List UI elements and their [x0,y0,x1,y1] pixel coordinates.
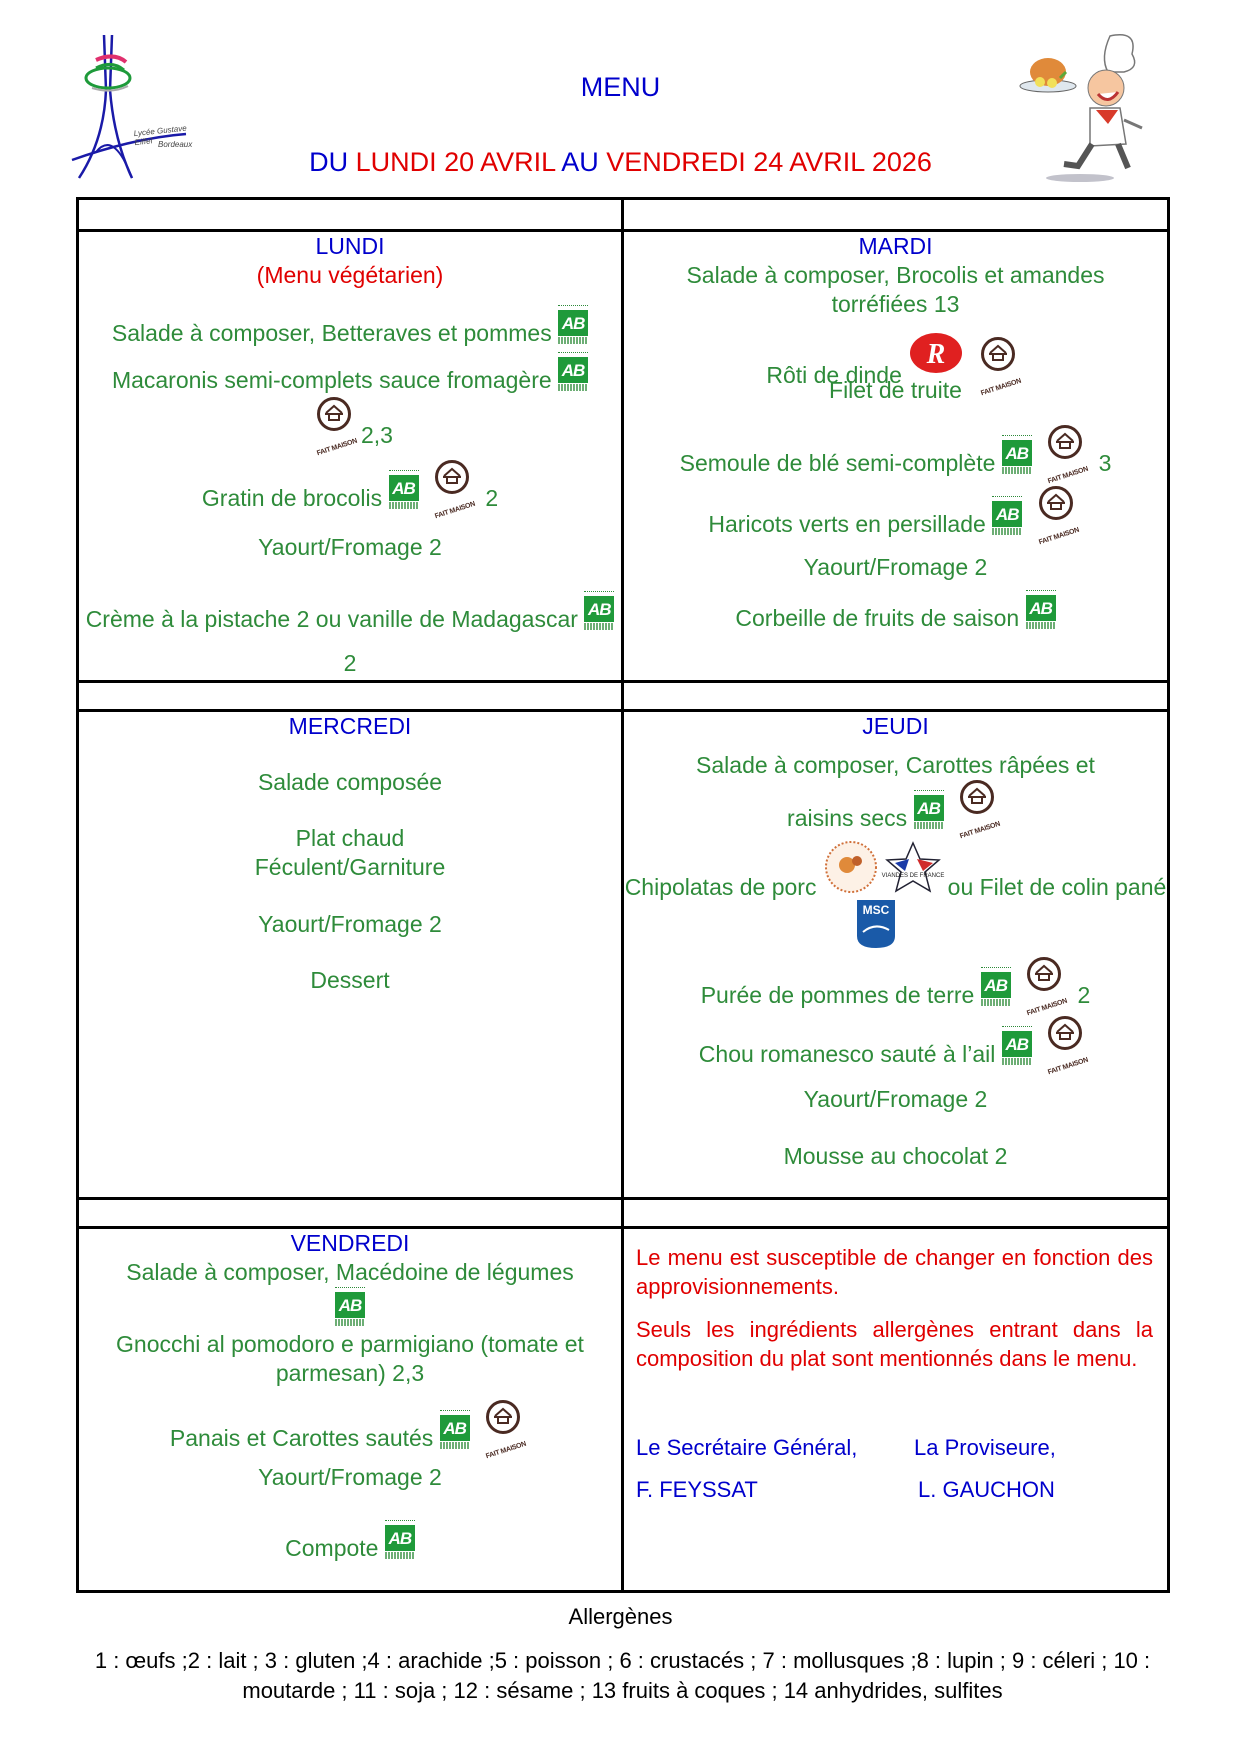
allergen-codes: 3 [1098,450,1112,476]
fait-maison-icon: FAIT MAISON [956,780,1004,832]
fait-maison-icon: FAIT MAISON [1044,425,1092,477]
ab-label-icon: AB [389,470,419,510]
ab-label-icon: AB [385,1520,415,1560]
fait-maison-icon: FAIT MAISON [482,1400,530,1452]
dish: Plat chaud [295,825,405,851]
dish: Semoule de blé semi-complète AB FAIT MAISON 3 [624,425,1167,478]
ab-label-icon: AB [1026,590,1056,630]
dish: Rôti de dinde R FAIT MAISON [624,327,1167,390]
ab-label-icon: AB [558,305,588,345]
dish: Salade à composer, Betteraves et pommes AB [79,305,621,348]
dish: Salade à composer, Carottes râpées et raisins secs AB FAIT MAISON [696,752,1095,841]
day-cell-jeudi [624,712,1167,1197]
dish: Yaourt/Fromage 2 [258,911,442,937]
allergen-note: Seuls les ingrédients allergènes entrant dans la composition du plat sont mentionnés dans le menu. [636,1317,1153,1371]
dish: Filet de truite [829,377,962,403]
dish: Gnocchi al pomodoro e parmigiano (tomate et parmesan) 2,3 [116,1331,584,1386]
page-title: MENU [580,72,661,102]
subtitle-du: DU [309,147,356,177]
signatory-1-name: F. FEYSSAT [636,1477,758,1502]
allergen-codes: 13 [933,291,960,317]
allergen-codes: 2,3 [392,1360,425,1386]
day-name: LUNDI [315,233,385,259]
subtitle-end-date: VENDREDI 24 AVRIL 2026 [606,147,932,177]
dish: Corbeille de fruits de saison AB [624,590,1167,633]
fait-maison-icon: FAIT MAISON [1044,1016,1092,1068]
table-spacer-row [79,200,1167,229]
day-name: MARDI [858,233,933,259]
day-cell-mercredi [79,712,624,1197]
ab-label-icon: AB [558,352,588,392]
dish: Yaourt/Fromage 2 [258,534,442,560]
allergens-title: Allergènes [568,1604,673,1629]
day-name: MERCREDI [288,713,412,739]
table-spacer-row [79,1197,1167,1226]
dish-label-line [624,898,1167,953]
day-name: VENDREDI [290,1230,410,1256]
notes-cell [624,1229,1167,1590]
dish: Compote AB [79,1520,621,1563]
label-rouge-icon [908,327,964,383]
day-cell-lundi [79,232,624,680]
ab-label-icon: AB [440,1410,470,1450]
label-rouge-fermier-icon [823,839,879,895]
signatory-2-name: L. GAUCHON [918,1477,1055,1502]
dish: Yaourt/Fromage 2 [803,554,988,580]
dish: Yaourt/Fromage 2 [258,1464,442,1490]
allergen-codes: 2 [974,1086,988,1112]
allergen-codes: 2 [429,534,442,560]
fait-maison-icon: FAIT MAISON [431,460,479,512]
school-name: Lycée Gustave Eiffel [133,123,188,148]
ab-label-icon: AB [981,967,1011,1007]
viandes-de-france-icon [881,841,945,893]
subtitle-start-date: LUNDI 20 AVRIL [355,147,556,177]
allergens-legend: 1 : œufs ;2 : lait ; 3 : gluten ;4 : arachide ;5 : poisson ; 6 : crustacés ; 7 : mollusques ;8 : lupin ; 9 : céleri ; 10 : moutarde ; 11 : soja ; 12 : sésame ; 13 fruits à coques ; 14 anhydrides, sulfites [94,1648,1151,1703]
ab-label-icon: AB [914,790,944,830]
allergen-codes: 2 [974,554,988,580]
allergen-codes: 2,3 [361,422,393,448]
fait-maison-icon: FAIT MAISON [1023,957,1071,1009]
table-spacer-row [79,680,1167,709]
dish: Salade composée [257,769,443,795]
dish: Crème à la pistache 2 ou vanille de Madagascar AB 2 [79,591,621,685]
allergen-codes: 2 [429,1464,442,1490]
fait-maison-icon: FAIT MAISON [313,397,361,449]
date-range-subtitle [0,147,1241,178]
msc-icon [855,898,897,950]
vegetarian-note: (Menu végétarien) [256,262,444,288]
dish: Féculent/Garniture [254,854,446,880]
fait-maison-icon: FAIT MAISON [1035,486,1083,538]
dish: Purée de pommes de terre AB FAIT MAISON 2 [624,957,1167,1010]
svg-text:MSC: MSC [862,903,889,917]
allergen-codes: 2 [485,485,499,511]
svg-text:R: R [926,339,946,370]
signatory-2-title: La Proviseure, [914,1435,1056,1460]
dish: Salade à composer, Brocolis et amandes torréfiées 13 [686,262,1105,317]
dish: Salade à composer, Macédoine de légumes [126,1259,574,1285]
table-row [79,1226,1167,1590]
ab-label-icon: AB [1002,1026,1032,1066]
dish: Mousse au chocolat 2 [783,1143,1008,1169]
table-row [79,229,1167,680]
ab-label-icon: AB [584,591,614,631]
dish: Macaronis semi-complets sauce fromagère AB [79,352,621,395]
allergen-codes: 2 [343,650,357,676]
allergen-codes: 2 [1077,982,1091,1008]
dish: Chipolatas de porc VIANDES DE FRANCE ou Filet de colin pané [624,839,1167,902]
signatory-1-title: Le Secrétaire Général, [636,1435,858,1460]
dish: Dessert [310,967,390,993]
day-cell-mardi [624,232,1167,680]
dish: Yaourt/Fromage 2 [803,1086,988,1112]
dish: Haricots verts en persillade AB FAIT MAISON [624,486,1167,539]
svg-text:VIANDES DE FRANCE: VIANDES DE FRANCE [881,873,945,879]
day-cell-vendredi [79,1229,624,1590]
ab-label-icon: AB [1002,435,1032,475]
menu-table [76,197,1170,1593]
school-city: Bordeaux [158,140,193,149]
dish: Panais et Carottes sautés AB FAIT MAISON [79,1400,621,1453]
allergen-codes: 2 [429,911,442,937]
day-name: JEUDI [862,713,929,739]
dish: Chou romanesco sauté à l’ail AB FAIT MAISON [624,1016,1167,1069]
fait-maison-icon: FAIT MAISON [977,337,1025,389]
table-row [79,709,1167,1197]
ab-label-icon: AB [335,1287,365,1327]
ab-label-icon: AB [992,496,1022,536]
allergen-codes: 2 [994,1143,1008,1169]
menu-change-note: Le menu est susceptible de changer en fonction des approvisionnements. [636,1245,1153,1299]
subtitle-au: AU [555,147,607,177]
dish: Gratin de brocolis AB FAIT MAISON 2 [79,460,621,513]
